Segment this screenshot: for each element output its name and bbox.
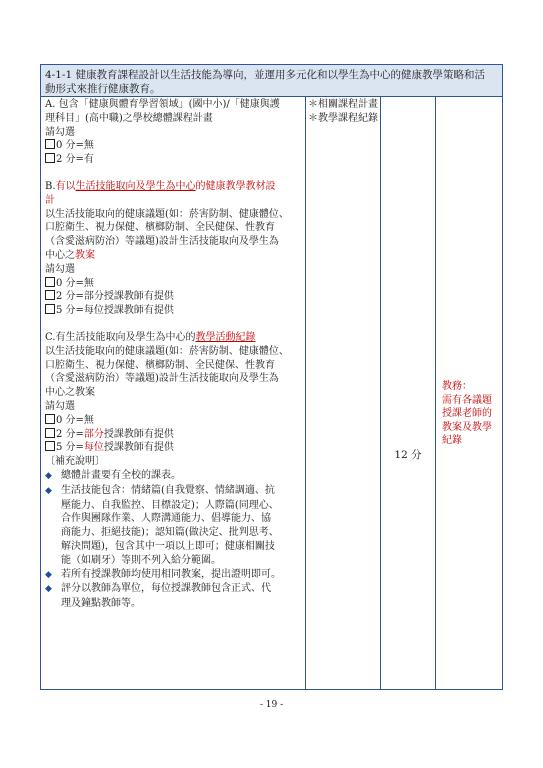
section-b-title-underlined: 生活技能取向及學生為中心 [75, 180, 196, 192]
section-b-option-0[interactable] [45, 277, 301, 291]
supplement-item-2 [45, 484, 301, 499]
evidence-item-2: ＊教學課程紀錄 [308, 112, 378, 124]
checkbox-icon[interactable] [45, 441, 55, 451]
section-a-line-2: 理科目」(高中職)之學校總體課程計畫 [45, 112, 213, 124]
section-b-body-red: 教案 [75, 249, 95, 261]
note-line: 紀錄 [442, 435, 462, 446]
option-label: 5 分=每位授課教師有提供 [56, 305, 174, 317]
section-b-title-line-2: 計 [45, 194, 55, 206]
section-b-prefix: B. [45, 180, 56, 192]
indicator-header [41, 65, 502, 97]
section-c-option-2[interactable] [45, 428, 301, 442]
supplement-text: 總體計畫要有全校的課表。 [61, 469, 181, 481]
option-red: 部分 [83, 428, 104, 440]
section-c-body-3: （含愛滋病防治）等議題)設計生活技能取向及學生為 [45, 373, 279, 385]
section-b-body-1: 以生活技能取向的健康議題(如：菸害防制、健康體位、 [45, 208, 289, 220]
note-line: 教案及教學 [442, 421, 492, 433]
page-number: - 19 - [259, 700, 284, 710]
section-b-title-red-2: 的健康教學教材設 [195, 180, 276, 192]
note-line: 需有各議題 [442, 394, 492, 406]
checkbox-icon[interactable] [45, 139, 55, 149]
supplement-item-2-cont: 解決問題)，包含其中一項以上即可；健康相關技 [61, 540, 275, 552]
option-label: 0 分=無 [56, 277, 94, 289]
option-suffix: 授課教師有提供 [103, 442, 174, 454]
option-prefix: 5 分= [56, 442, 84, 454]
section-b-body-2: 口腔衛生、視力保健、檳榔防制、全民健保、性教育 [45, 222, 275, 234]
supplement-item-2-cont: 能（如刷牙）等則不列入給分範圍。 [61, 554, 221, 566]
option-label: 2 分=有 [56, 154, 94, 166]
supplement-item-4 [45, 582, 301, 597]
checkbox-icon[interactable] [45, 290, 55, 300]
header-line-2: 動形式來推行健康教育。 [45, 83, 161, 95]
section-a-option-0[interactable] [45, 139, 301, 153]
section-b-option-5[interactable] [45, 304, 301, 318]
section-a-option-2[interactable] [45, 153, 301, 167]
checkbox-icon[interactable] [45, 277, 55, 287]
supplement-item-2-cont: 合作與團隊作業、人際溝通能力、倡導能力、協 [61, 513, 271, 525]
score-column [381, 97, 436, 689]
supplement-text: 評分以教師為單位，每位授課教師包含正式、代 [61, 583, 271, 595]
section-b-check-title: 請勾選 [45, 263, 75, 275]
diamond-bullet-icon: ◆ [45, 584, 52, 595]
checkbox-icon[interactable] [45, 304, 55, 314]
option-label: 0 分=無 [56, 140, 94, 152]
supplement-item-2-cont: 壓能力、自我監控、目標設定)；人際篇(同理心、 [61, 499, 279, 511]
checkbox-icon[interactable] [45, 153, 55, 163]
section-c-title [45, 331, 301, 345]
section-a-line-1: A. 包含「健康與體育學習領域」(國中小)/「健康與護 [45, 99, 280, 110]
section-b-option-2[interactable] [45, 290, 301, 304]
option-label: 0 分=無 [56, 414, 94, 426]
supplement-text: 生活技能包含：情緒篇(自我覺察、情緒調適、抗 [61, 484, 275, 496]
header-line-1: 4-1-1 健康教育課程設計以生活技能為導向，並運用多元化和以學生為中心的健康教學策略和活 [45, 69, 485, 81]
option-suffix: 授課教師有提供 [103, 428, 174, 440]
section-c-body-1: 以生活技能取向的健康議題(如：菸害防制、健康體位、 [45, 345, 289, 357]
option-label: 2 分=部分授課教師有提供 [56, 291, 174, 303]
section-c-title-red: 教學活動紀錄 [195, 331, 256, 343]
evidence-column [306, 97, 381, 689]
section-c-prefix: C.有生活技能取向及學生為中心的 [45, 331, 196, 343]
supplement-item-2-cont: 商能力、拒絕技能)；認知篇(做決定、批判思考、 [61, 527, 279, 539]
supplement-item-1 [45, 469, 301, 484]
diamond-bullet-icon: ◆ [45, 569, 52, 580]
supplement-item-4-cont: 理及鐘點教師等。 [61, 598, 141, 610]
note-column [436, 97, 502, 689]
section-c-body-4: 中心之教案 [45, 387, 95, 399]
section-c-check-title: 請勾選 [45, 400, 75, 412]
checkbox-icon[interactable] [45, 428, 55, 438]
diamond-bullet-icon: ◆ [45, 485, 52, 496]
section-b-body-3: （含愛滋病防治）等議題)設計生活技能取向及學生為 [45, 236, 279, 248]
supplement-item-3 [45, 568, 301, 583]
option-red: 每位 [83, 442, 104, 454]
section-b-body-4 [45, 249, 301, 263]
diamond-bullet-icon: ◆ [45, 470, 52, 481]
section-b-title [45, 180, 301, 194]
section-c-body-2: 口腔衛生、視力保健、檳榔防制、全民健保、性教育 [45, 359, 275, 371]
checkbox-icon[interactable] [45, 414, 55, 424]
note-line: 授課老師的 [442, 408, 492, 419]
reviewer-note [442, 380, 500, 448]
section-b-title-red: 有以 [55, 180, 76, 192]
note-line: 教務： [442, 381, 472, 392]
evidence-item-1: ＊相關課程計畫 [308, 99, 378, 110]
section-c-option-0[interactable] [45, 414, 301, 428]
option-prefix: 2 分= [56, 428, 84, 440]
supplement-title: 〔補充說明〕 [45, 456, 105, 468]
criteria-column [41, 97, 306, 689]
section-b-body-prefix: 中心之 [45, 249, 75, 261]
section-c-option-5[interactable] [45, 441, 301, 455]
score-value: 12 分 [394, 449, 422, 461]
indicator-table [40, 64, 503, 690]
section-a-check-title: 請勾選 [45, 126, 75, 138]
supplement-text: 若所有授課教師均使用相同教案，提出證明即可。 [61, 568, 281, 580]
